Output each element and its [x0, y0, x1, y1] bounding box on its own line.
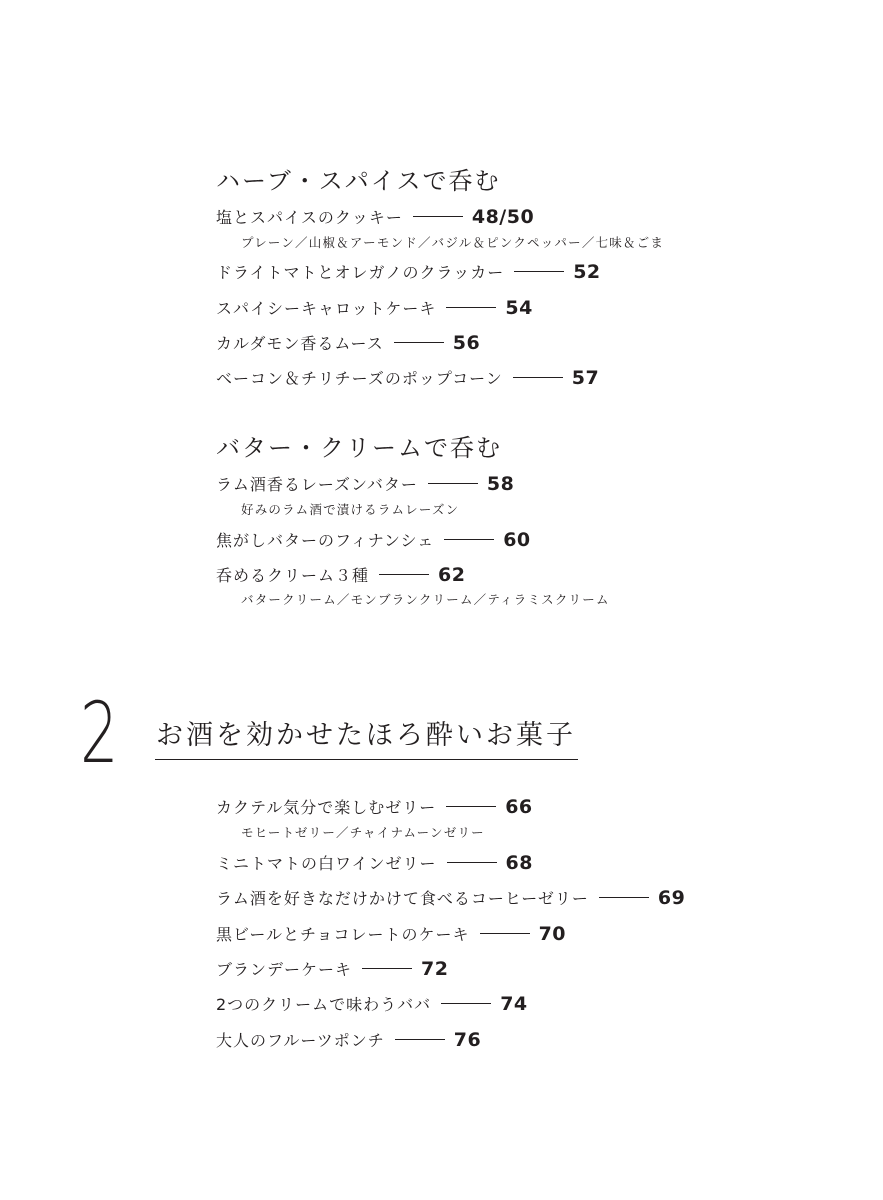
entry-label: 焦がしバターのフィナンシェ — [216, 531, 435, 550]
page-number: 60 — [503, 528, 531, 551]
leader-line — [379, 574, 429, 575]
page-number: 72 — [421, 957, 449, 980]
entry-label: 呑めるクリーム３種 — [216, 566, 370, 585]
chapter-title: お酒を効かせたほろ酔いお菓子 — [156, 720, 576, 751]
toc-entry — [216, 472, 514, 495]
toc-entry — [216, 331, 480, 354]
page-number: 58 — [486, 472, 515, 495]
entry-label: 黒ビールとチョコレートのケーキ — [216, 925, 470, 944]
page-number: 70 — [538, 922, 567, 945]
toc-entry — [216, 366, 599, 389]
toc-entry — [216, 922, 566, 945]
toc-entry — [216, 260, 601, 283]
toc-entry — [216, 851, 533, 874]
leader-line — [441, 1003, 491, 1004]
page-number: 57 — [571, 366, 600, 389]
leader-line — [480, 933, 530, 934]
entry-label: スパイシーキャロットケーキ — [216, 299, 437, 318]
entry-label: ベーコン＆チリチーズのポップコーン — [216, 369, 503, 388]
section-title-butter-cream: バター・クリームで呑む — [216, 434, 502, 462]
leader-line — [513, 377, 563, 378]
leader-line — [446, 806, 496, 807]
leader-line — [599, 897, 649, 898]
entry-label: ドライトマトとオレガノのクラッカー — [216, 263, 505, 282]
entry-label: ラム酒を好きなだけかけて食べるコーヒーゼリー — [216, 889, 589, 908]
toc-entry — [216, 563, 465, 586]
leader-line — [428, 483, 478, 484]
toc-entry — [216, 205, 534, 228]
toc-entry — [216, 1028, 481, 1051]
toc-entry — [216, 886, 685, 909]
leader-line — [395, 1039, 445, 1040]
entry-label: ラム酒香るレーズンバター — [216, 475, 418, 494]
leader-line — [394, 342, 444, 343]
entry-subtitle: モヒートゼリー／チャイナムーンゼリー — [241, 825, 485, 840]
leader-line — [413, 216, 463, 217]
page-number: 54 — [505, 296, 533, 319]
toc-entry — [216, 296, 533, 319]
chapter-title-underline — [155, 759, 578, 760]
entry-label: ミニトマトの白ワインゼリー — [216, 854, 437, 873]
section-title-herb-spice: ハーブ・スパイスで呑む — [216, 167, 501, 195]
page-number: 48/50 — [471, 205, 535, 228]
entry-label: 塩とスパイスのクッキー — [216, 208, 403, 227]
toc-entry — [216, 528, 531, 551]
entry-label: 大人のフルーツポンチ — [216, 1031, 385, 1050]
page-number: 69 — [657, 886, 686, 909]
entry-subtitle: 好みのラム酒で漬けるラムレーズン — [241, 502, 460, 517]
leader-line — [446, 307, 496, 308]
page-number: 56 — [452, 331, 481, 354]
page-number: 52 — [573, 260, 601, 283]
page-number: 74 — [500, 992, 528, 1015]
page-number: 66 — [505, 795, 533, 818]
toc-entry — [216, 957, 448, 980]
page-number: 62 — [438, 563, 466, 586]
leader-line — [444, 539, 494, 540]
entry-subtitle: バタークリーム／モンブランクリーム／ティラミスクリーム — [241, 592, 610, 607]
entry-label: 2つのクリームで味わうババ — [216, 995, 432, 1014]
entry-label: ブランデーケーキ — [216, 960, 353, 979]
leader-line — [447, 862, 497, 863]
page-number: 68 — [505, 851, 533, 874]
chapter-number: 2 — [80, 684, 119, 782]
toc-entry — [216, 795, 533, 818]
leader-line — [514, 271, 564, 272]
page-number: 76 — [453, 1028, 482, 1051]
entry-subtitle: プレーン／山椒＆アーモンド／バジル＆ピンクペッパー／七味＆ごま — [241, 235, 665, 250]
entry-label: カクテル気分で楽しむゼリー — [216, 798, 437, 817]
toc-entry — [216, 992, 528, 1015]
leader-line — [362, 968, 412, 969]
entry-label: カルダモン香るムース — [216, 334, 384, 353]
